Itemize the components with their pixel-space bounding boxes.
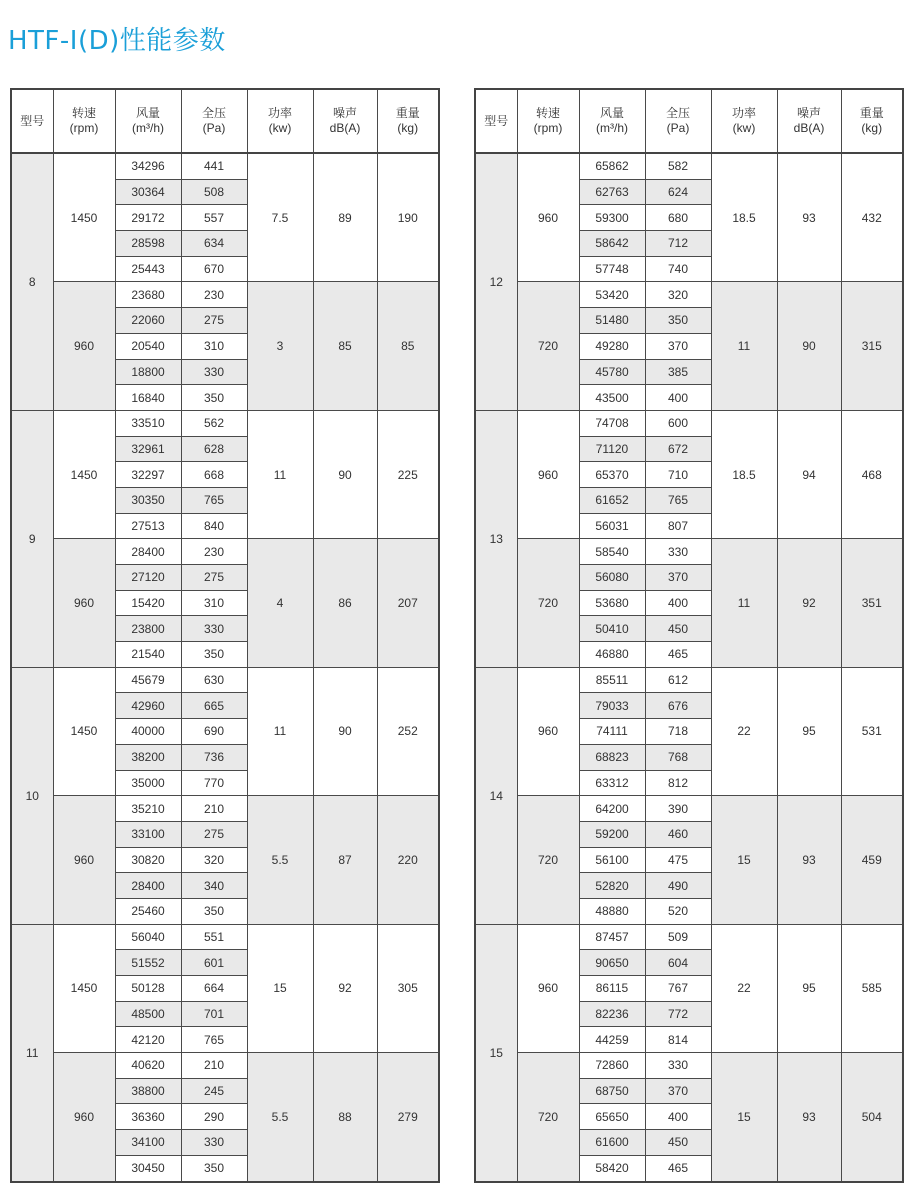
header-model xyxy=(11,89,53,153)
speed-cell: 960 xyxy=(517,153,579,282)
speed-cell: 720 xyxy=(517,796,579,924)
pressure-cell: 718 xyxy=(645,719,711,745)
pressure-cell: 370 xyxy=(645,333,711,359)
airflow-cell: 38800 xyxy=(115,1078,181,1104)
pressure-cell: 562 xyxy=(181,410,247,436)
noise-cell: 93 xyxy=(777,796,841,924)
pressure-cell: 310 xyxy=(181,590,247,616)
weight-cell: 315 xyxy=(841,282,903,410)
noise-cell: 90 xyxy=(313,667,377,795)
pressure-cell: 604 xyxy=(645,950,711,976)
speed-cell: 720 xyxy=(517,282,579,410)
weight-cell: 279 xyxy=(377,1053,439,1182)
pressure-cell: 275 xyxy=(181,308,247,334)
weight-cell: 225 xyxy=(377,410,439,538)
header-model xyxy=(475,89,517,153)
airflow-cell: 28598 xyxy=(115,231,181,257)
pressure-cell: 664 xyxy=(181,976,247,1002)
power-cell: 18.5 xyxy=(711,153,777,282)
noise-cell: 92 xyxy=(777,539,841,667)
pressure-cell: 768 xyxy=(645,744,711,770)
model-cell: 12 xyxy=(475,153,517,410)
pressure-cell: 370 xyxy=(645,1078,711,1104)
table-row xyxy=(475,924,903,950)
pressure-cell: 210 xyxy=(181,796,247,822)
weight-cell: 351 xyxy=(841,539,903,667)
table-row xyxy=(475,1053,903,1079)
speed-cell: 1450 xyxy=(53,667,115,795)
header-label: 功率 xyxy=(731,106,756,120)
speed-cell: 1450 xyxy=(53,410,115,538)
pressure-cell: 340 xyxy=(181,873,247,899)
power-cell: 22 xyxy=(711,924,777,1052)
table-row xyxy=(11,924,439,950)
airflow-cell: 64200 xyxy=(579,796,645,822)
weight-cell: 585 xyxy=(841,924,903,1052)
pressure-cell: 634 xyxy=(181,231,247,257)
airflow-cell: 29172 xyxy=(115,205,181,231)
airflow-cell: 33510 xyxy=(115,410,181,436)
pressure-cell: 582 xyxy=(645,153,711,179)
table-row xyxy=(475,539,903,565)
table-row xyxy=(11,796,439,822)
weight-cell: 468 xyxy=(841,410,903,538)
header-label: 转速 xyxy=(71,106,96,120)
header-weight xyxy=(841,89,903,153)
weight-cell: 252 xyxy=(377,667,439,795)
speed-cell: 960 xyxy=(517,667,579,795)
header-noise xyxy=(777,89,841,153)
power-cell: 15 xyxy=(711,1053,777,1182)
airflow-cell: 34296 xyxy=(115,153,181,179)
pressure-cell: 710 xyxy=(645,462,711,488)
header-pressure xyxy=(645,89,711,153)
airflow-cell: 15420 xyxy=(115,590,181,616)
airflow-cell: 61600 xyxy=(579,1130,645,1156)
header-label: 噪声 xyxy=(332,106,357,120)
noise-cell: 86 xyxy=(313,539,377,667)
power-cell: 22 xyxy=(711,667,777,795)
pressure-cell: 701 xyxy=(181,1001,247,1027)
page-title: HTF-Ⅰ(D)性能参数 xyxy=(8,26,226,56)
airflow-cell: 52820 xyxy=(579,873,645,899)
pressure-cell: 676 xyxy=(645,693,711,719)
performance-table-left xyxy=(10,88,440,1183)
pressure-cell: 630 xyxy=(181,667,247,693)
airflow-cell: 82236 xyxy=(579,1001,645,1027)
airflow-cell: 58420 xyxy=(579,1155,645,1181)
pressure-cell: 765 xyxy=(181,1027,247,1053)
pressure-cell: 736 xyxy=(181,744,247,770)
airflow-cell: 20540 xyxy=(115,333,181,359)
power-cell: 5.5 xyxy=(247,1053,313,1182)
pressure-cell: 557 xyxy=(181,205,247,231)
airflow-cell: 65862 xyxy=(579,153,645,179)
airflow-cell: 42120 xyxy=(115,1027,181,1053)
pressure-cell: 330 xyxy=(181,1130,247,1156)
speed-cell: 960 xyxy=(517,410,579,538)
pressure-cell: 320 xyxy=(181,847,247,873)
airflow-cell: 58540 xyxy=(579,539,645,565)
header-speed xyxy=(517,89,579,153)
header-label: 全压 xyxy=(665,106,690,120)
header-unit: (Pa) xyxy=(202,121,226,135)
noise-cell: 85 xyxy=(313,282,377,410)
airflow-cell: 33100 xyxy=(115,821,181,847)
airflow-cell: 22060 xyxy=(115,308,181,334)
airflow-cell: 59200 xyxy=(579,821,645,847)
pressure-cell: 330 xyxy=(645,1053,711,1079)
airflow-cell: 90650 xyxy=(579,950,645,976)
pressure-cell: 385 xyxy=(645,359,711,385)
pressure-cell: 508 xyxy=(181,179,247,205)
speed-cell: 960 xyxy=(517,924,579,1052)
airflow-cell: 30820 xyxy=(115,847,181,873)
power-cell: 15 xyxy=(711,796,777,924)
airflow-cell: 28400 xyxy=(115,539,181,565)
header-pressure xyxy=(181,89,247,153)
pressure-cell: 245 xyxy=(181,1078,247,1104)
airflow-cell: 59300 xyxy=(579,205,645,231)
pressure-cell: 680 xyxy=(645,205,711,231)
pressure-cell: 230 xyxy=(181,539,247,565)
table-row xyxy=(11,282,439,308)
header-power xyxy=(247,89,313,153)
weight-cell: 85 xyxy=(377,282,439,410)
airflow-cell: 51552 xyxy=(115,950,181,976)
table-row xyxy=(11,153,439,179)
airflow-cell: 45679 xyxy=(115,667,181,693)
pressure-cell: 668 xyxy=(181,462,247,488)
airflow-cell: 74111 xyxy=(579,719,645,745)
pressure-cell: 230 xyxy=(181,282,247,308)
airflow-cell: 40000 xyxy=(115,719,181,745)
airflow-cell: 23680 xyxy=(115,282,181,308)
airflow-cell: 79033 xyxy=(579,693,645,719)
pressure-cell: 275 xyxy=(181,821,247,847)
power-cell: 3 xyxy=(247,282,313,410)
airflow-cell: 23800 xyxy=(115,616,181,642)
airflow-cell: 16840 xyxy=(115,385,181,411)
pressure-cell: 612 xyxy=(645,667,711,693)
header-airflow xyxy=(579,89,645,153)
airflow-cell: 34100 xyxy=(115,1130,181,1156)
power-cell: 7.5 xyxy=(247,153,313,282)
pressure-cell: 450 xyxy=(645,616,711,642)
power-cell: 11 xyxy=(711,282,777,410)
pressure-cell: 520 xyxy=(645,898,711,924)
pressure-cell: 290 xyxy=(181,1104,247,1130)
pressure-cell: 712 xyxy=(645,231,711,257)
airflow-cell: 40620 xyxy=(115,1053,181,1079)
pressure-cell: 390 xyxy=(645,796,711,822)
pressure-cell: 350 xyxy=(645,308,711,334)
pressure-cell: 320 xyxy=(645,282,711,308)
table-row xyxy=(475,410,903,436)
weight-cell: 459 xyxy=(841,796,903,924)
pressure-cell: 624 xyxy=(645,179,711,205)
airflow-cell: 61652 xyxy=(579,487,645,513)
pressure-cell: 812 xyxy=(645,770,711,796)
pressure-cell: 350 xyxy=(181,385,247,411)
weight-cell: 531 xyxy=(841,667,903,795)
header-label: 全压 xyxy=(201,106,226,120)
header-speed xyxy=(53,89,115,153)
pressure-cell: 330 xyxy=(645,539,711,565)
airflow-cell: 42960 xyxy=(115,693,181,719)
speed-cell: 1450 xyxy=(53,924,115,1052)
header-unit: (Pa) xyxy=(666,121,690,135)
model-cell: 9 xyxy=(11,410,53,667)
airflow-cell: 32961 xyxy=(115,436,181,462)
pressure-cell: 210 xyxy=(181,1053,247,1079)
noise-cell: 89 xyxy=(313,153,377,282)
pressure-cell: 807 xyxy=(645,513,711,539)
header-unit: (m³/h) xyxy=(596,121,628,135)
table-row xyxy=(11,667,439,693)
weight-cell: 305 xyxy=(377,924,439,1052)
table-row xyxy=(475,153,903,179)
pressure-cell: 330 xyxy=(181,616,247,642)
header-unit: (m³/h) xyxy=(132,121,164,135)
noise-cell: 94 xyxy=(777,410,841,538)
power-cell: 11 xyxy=(247,410,313,538)
pressure-cell: 400 xyxy=(645,1104,711,1130)
header-unit: (kg) xyxy=(861,121,883,135)
header-label: 噪声 xyxy=(796,106,821,120)
power-cell: 18.5 xyxy=(711,410,777,538)
header-weight xyxy=(377,89,439,153)
model-cell: 11 xyxy=(11,924,53,1181)
airflow-cell: 86115 xyxy=(579,976,645,1002)
header-label: 功率 xyxy=(267,106,292,120)
pressure-cell: 840 xyxy=(181,513,247,539)
speed-cell: 720 xyxy=(517,1053,579,1182)
noise-cell: 88 xyxy=(313,1053,377,1182)
pressure-cell: 814 xyxy=(645,1027,711,1053)
pressure-cell: 350 xyxy=(181,642,247,668)
airflow-cell: 35210 xyxy=(115,796,181,822)
airflow-cell: 28400 xyxy=(115,873,181,899)
pressure-cell: 509 xyxy=(645,924,711,950)
table-row xyxy=(11,539,439,565)
pressure-cell: 350 xyxy=(181,1155,247,1181)
model-cell: 8 xyxy=(11,153,53,410)
weight-cell: 207 xyxy=(377,539,439,667)
weight-cell: 190 xyxy=(377,153,439,282)
pressure-cell: 330 xyxy=(181,359,247,385)
weight-cell: 432 xyxy=(841,153,903,282)
noise-cell: 90 xyxy=(313,410,377,538)
noise-cell: 93 xyxy=(777,1053,841,1182)
airflow-cell: 45780 xyxy=(579,359,645,385)
noise-cell: 92 xyxy=(313,924,377,1052)
table-row xyxy=(475,667,903,693)
speed-cell: 960 xyxy=(53,539,115,667)
airflow-cell: 27513 xyxy=(115,513,181,539)
header-label: 风量 xyxy=(599,106,624,120)
header-unit: (rpm) xyxy=(533,121,563,135)
header-label: 型号 xyxy=(484,113,509,128)
noise-cell: 95 xyxy=(777,667,841,795)
model-cell: 15 xyxy=(475,924,517,1181)
airflow-cell: 65370 xyxy=(579,462,645,488)
pressure-cell: 690 xyxy=(181,719,247,745)
header-unit: dB(A) xyxy=(329,121,361,135)
pressure-cell: 628 xyxy=(181,436,247,462)
pressure-cell: 490 xyxy=(645,873,711,899)
weight-cell: 504 xyxy=(841,1053,903,1182)
airflow-cell: 36360 xyxy=(115,1104,181,1130)
header-label: 转速 xyxy=(535,106,560,120)
speed-cell: 720 xyxy=(517,539,579,667)
noise-cell: 90 xyxy=(777,282,841,410)
header-label: 型号 xyxy=(20,113,45,128)
airflow-cell: 32297 xyxy=(115,462,181,488)
header-airflow xyxy=(115,89,181,153)
model-cell: 14 xyxy=(475,667,517,924)
table-body xyxy=(11,153,439,1182)
table-row xyxy=(11,1053,439,1079)
weight-cell: 220 xyxy=(377,796,439,924)
power-cell: 5.5 xyxy=(247,796,313,924)
airflow-cell: 71120 xyxy=(579,436,645,462)
airflow-cell: 56100 xyxy=(579,847,645,873)
noise-cell: 87 xyxy=(313,796,377,924)
pressure-cell: 441 xyxy=(181,153,247,179)
pressure-cell: 767 xyxy=(645,976,711,1002)
table-row xyxy=(475,796,903,822)
airflow-cell: 50128 xyxy=(115,976,181,1002)
speed-cell: 960 xyxy=(53,796,115,924)
airflow-cell: 85511 xyxy=(579,667,645,693)
noise-cell: 95 xyxy=(777,924,841,1052)
header-unit: (kg) xyxy=(397,121,419,135)
pressure-cell: 600 xyxy=(645,410,711,436)
airflow-cell: 56040 xyxy=(115,924,181,950)
airflow-cell: 58642 xyxy=(579,231,645,257)
airflow-cell: 30450 xyxy=(115,1155,181,1181)
model-cell: 10 xyxy=(11,667,53,924)
pressure-cell: 672 xyxy=(645,436,711,462)
speed-cell: 960 xyxy=(53,282,115,410)
pressure-cell: 770 xyxy=(181,770,247,796)
airflow-cell: 25443 xyxy=(115,256,181,282)
pressure-cell: 740 xyxy=(645,256,711,282)
header-unit: (rpm) xyxy=(69,121,99,135)
airflow-cell: 65650 xyxy=(579,1104,645,1130)
airflow-cell: 25460 xyxy=(115,898,181,924)
airflow-cell: 68823 xyxy=(579,744,645,770)
header-noise xyxy=(313,89,377,153)
airflow-cell: 51480 xyxy=(579,308,645,334)
airflow-cell: 48880 xyxy=(579,898,645,924)
header-unit: (kw) xyxy=(268,121,292,135)
table-header-row xyxy=(475,89,903,153)
header-label: 重量 xyxy=(395,106,420,120)
power-cell: 4 xyxy=(247,539,313,667)
airflow-cell: 48500 xyxy=(115,1001,181,1027)
airflow-cell: 63312 xyxy=(579,770,645,796)
header-unit: dB(A) xyxy=(793,121,825,135)
airflow-cell: 35000 xyxy=(115,770,181,796)
airflow-cell: 30350 xyxy=(115,487,181,513)
airflow-cell: 30364 xyxy=(115,179,181,205)
airflow-cell: 62763 xyxy=(579,179,645,205)
airflow-cell: 38200 xyxy=(115,744,181,770)
airflow-cell: 27120 xyxy=(115,565,181,591)
airflow-cell: 57748 xyxy=(579,256,645,282)
pressure-cell: 601 xyxy=(181,950,247,976)
pressure-cell: 475 xyxy=(645,847,711,873)
power-cell: 15 xyxy=(247,924,313,1052)
pressure-cell: 765 xyxy=(645,487,711,513)
table-header-row xyxy=(11,89,439,153)
airflow-cell: 68750 xyxy=(579,1078,645,1104)
model-cell: 13 xyxy=(475,410,517,667)
pressure-cell: 772 xyxy=(645,1001,711,1027)
airflow-cell: 53680 xyxy=(579,590,645,616)
pressure-cell: 400 xyxy=(645,385,711,411)
pressure-cell: 670 xyxy=(181,256,247,282)
header-label: 风量 xyxy=(135,106,160,120)
airflow-cell: 72860 xyxy=(579,1053,645,1079)
header-label: 重量 xyxy=(859,106,884,120)
airflow-cell: 74708 xyxy=(579,410,645,436)
airflow-cell: 87457 xyxy=(579,924,645,950)
pressure-cell: 665 xyxy=(181,693,247,719)
pressure-cell: 460 xyxy=(645,821,711,847)
pressure-cell: 400 xyxy=(645,590,711,616)
airflow-cell: 49280 xyxy=(579,333,645,359)
airflow-cell: 56031 xyxy=(579,513,645,539)
table-row xyxy=(475,282,903,308)
performance-table-right xyxy=(474,88,904,1183)
airflow-cell: 46880 xyxy=(579,642,645,668)
airflow-cell: 43500 xyxy=(579,385,645,411)
header-unit: (kw) xyxy=(732,121,756,135)
speed-cell: 1450 xyxy=(53,153,115,282)
pressure-cell: 551 xyxy=(181,924,247,950)
airflow-cell: 53420 xyxy=(579,282,645,308)
speed-cell: 960 xyxy=(53,1053,115,1182)
airflow-cell: 44259 xyxy=(579,1027,645,1053)
pressure-cell: 310 xyxy=(181,333,247,359)
airflow-cell: 21540 xyxy=(115,642,181,668)
airflow-cell: 50410 xyxy=(579,616,645,642)
noise-cell: 93 xyxy=(777,153,841,282)
table-row xyxy=(11,410,439,436)
pressure-cell: 465 xyxy=(645,1155,711,1181)
table-body xyxy=(475,153,903,1182)
power-cell: 11 xyxy=(711,539,777,667)
pressure-cell: 350 xyxy=(181,898,247,924)
airflow-cell: 18800 xyxy=(115,359,181,385)
pressure-cell: 465 xyxy=(645,642,711,668)
pressure-cell: 275 xyxy=(181,565,247,591)
header-power xyxy=(711,89,777,153)
pressure-cell: 450 xyxy=(645,1130,711,1156)
pressure-cell: 765 xyxy=(181,487,247,513)
pressure-cell: 370 xyxy=(645,565,711,591)
airflow-cell: 56080 xyxy=(579,565,645,591)
power-cell: 11 xyxy=(247,667,313,795)
